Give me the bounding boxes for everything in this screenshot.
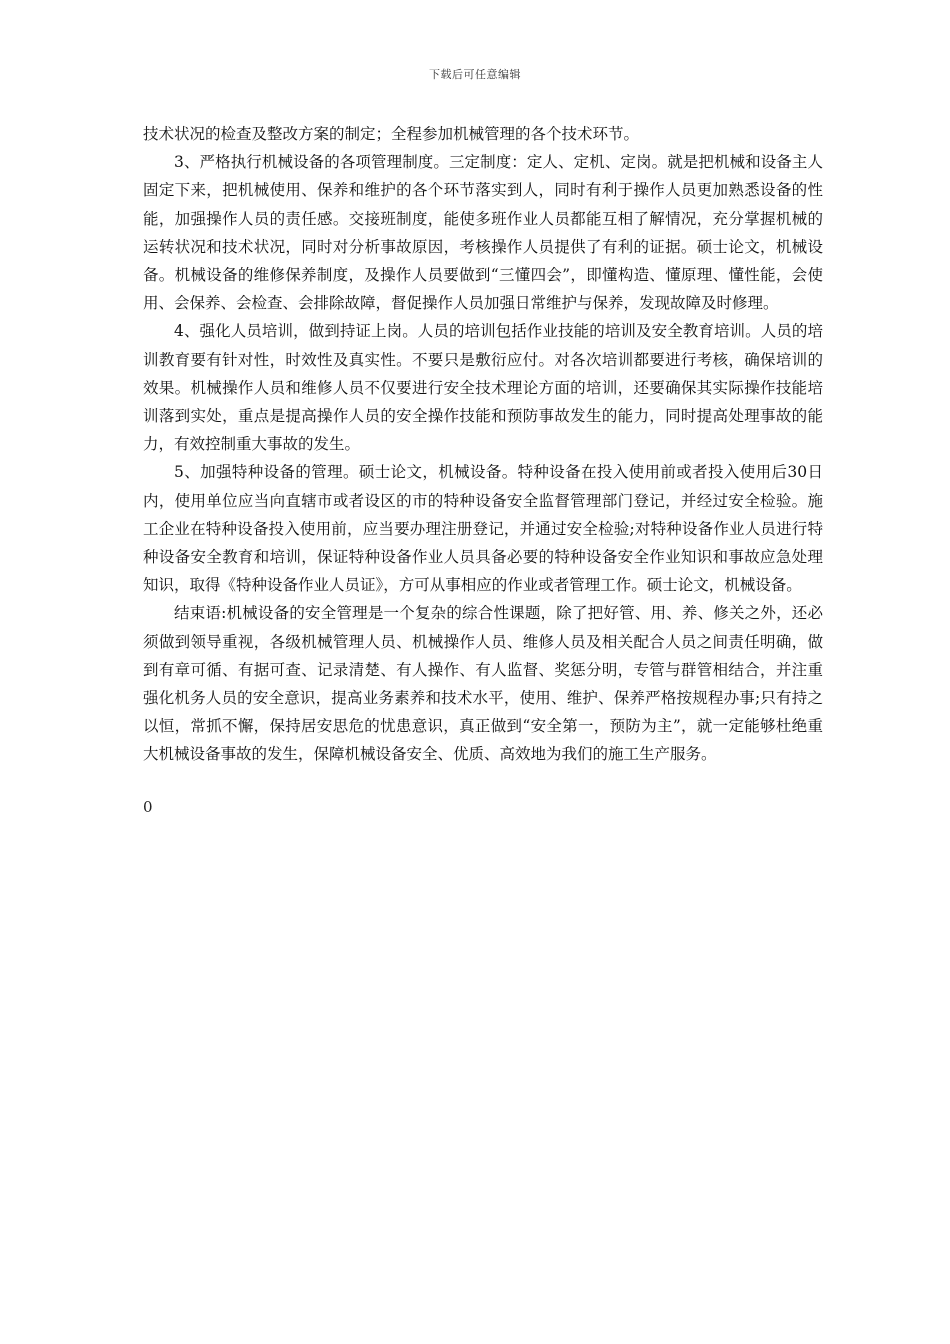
page-header-note: 下载后可任意编辑	[429, 68, 521, 81]
page-number: 0	[143, 798, 153, 816]
paragraph-continuation: 技术状况的检查及整改方案的制定；全程参加机械管理的各个技术环节。	[143, 125, 640, 143]
paragraph-personnel-training: 4、强化人员培训，做到持证上岗。人员的培训包括作业技能的培训及安全教育培训。人员的培训教育要有针对性，时效性及真实性。不要只是敷衍应付。对各次培训都要进行考核，确保培训的效果。机械操作人员和维修人员不仅要进行安全技术理论方面的培训，还要确保其实际操作技能培训落到实处，重点是提高操作人员的安全操作技能和预防事故发生的能力，同时提高处理事故的能力，有效控制重大事故的发生。	[143, 322, 823, 454]
paragraph-conclusion: 结束语:机械设备的安全管理是一个复杂的综合性课题，除了把好管、用、养、修关之外，还必须做到领导重视，各级机械管理人员、机械操作人员、维修人员及相关配合人员之间责任明确，做到有章可循、有据可查、记录清楚、有人操作、有人监督、奖惩分明，专管与群管相结合，并注重强化机务人员的安全意识，提高业务素养和技术水平，使用、维护、保养严格按规程办事;只有持之以恒，常抓不懈，保持居安思危的忧患意识，真正做到“安全第一，预防为主”，就一定能够杜绝重大机械设备事故的发生，保障机械设备安全、优质、高效地为我们的施工生产服务。	[143, 604, 823, 764]
document-body	[143, 120, 823, 769]
paragraph-special-equipment: 5、加强特种设备的管理。硕士论文，机械设备。特种设备在投入使用前或者投入使用后30日内，使用单位应当向直辖市或者设区的市的特种设备安全监督管理部门登记，并经过安全检验。施工企业在特种设备投入使用前，应当要办理注册登记，并通过安全检验;对特种设备作业人员进行特种设备安全教育和培训，保证特种设备作业人员具备必要的特种设备安全作业知识和事故应急处理知识，取得《特种设备作业人员证》，方可从事相应的作业或者管理工作。硕士论文，机械设备。	[143, 463, 823, 595]
paragraph-management-system: 3、严格执行机械设备的各项管理制度。三定制度：定人、定机、定岗。就是把机械和设备主人固定下来，把机械使用、保养和维护的各个环节落实到人，同时有利于操作人员更加熟悉设备的性能，加强操作人员的责任感。交接班制度，能使多班作业人员都能互相了解情况，充分掌握机械的运转状况和技术状况，同时对分析事故原因，考核操作人员提供了有利的证据。硕士论文，机械设备。机械设备的维修保养制度，及操作人员要做到“三懂四会”，即懂构造、懂原理、懂性能，会使用、会保养、会检查、会排除故障，督促操作人员加强日常维护与保养，发现故障及时修理。	[143, 153, 823, 313]
